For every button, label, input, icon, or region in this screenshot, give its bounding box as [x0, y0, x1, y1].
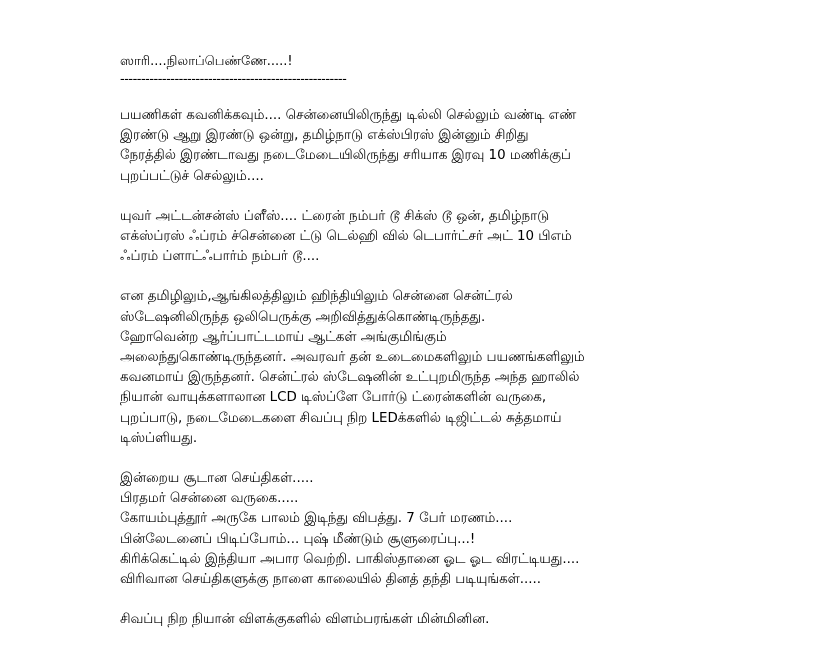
text-line: விரிவான செய்திகளுக்கு நாளை காலையில் தினத் தந்தி படியுங்கள்..... — [120, 572, 542, 588]
text-line: அலைந்துகொண்டிருந்தனர். அவரவர் தன் உடைமைகளிலும் பயணங்களிலும் — [120, 350, 585, 366]
text-line: டிஸ்ப்ளியது. — [120, 430, 198, 446]
text-line: புறப்பட்டுச் செல்லும்.... — [120, 168, 264, 184]
paragraph-announcement-tamil — [120, 106, 810, 187]
text-line: கோயம்புத்தூர் அருகே பாலம் இடிந்து விபத்து. 7 பேர் மரணம்.... — [120, 511, 513, 527]
text-line: புறப்பாடு, நடைமேடைகளை சிவப்பு நிற LEDக்களில் டிஜிட்டல் சுத்தமாய் — [120, 410, 562, 426]
text-line: கிரிக்கெட்டில் இந்தியா அபார வெற்றி. பாகிஸ்தானை ஓட ஓட விரட்டியது.... — [120, 551, 580, 567]
text-line: சிவப்பு நிற நியான் விளக்குகளில் விளம்பரங்கள் மின்மினின. — [120, 612, 490, 628]
text-line: ஹோவென்ற ஆர்ப்பாட்டமாய் ஆட்கள் அங்குமிங்கும் — [120, 329, 447, 345]
text-line: கவனமாய் இருந்தனர். சென்ட்ரல் ஸ்டேஷனின் உட்புறமிருந்த அந்த ஹாலில் — [120, 370, 580, 386]
title-underline-rule: ------------------------------------------------------ — [120, 72, 347, 87]
text-line: பிரதமர் சென்னை வருகை..... — [120, 491, 299, 507]
paragraph-news-headlines — [120, 469, 810, 590]
text-line: பயணிகள் கவனிக்கவும்.... சென்னையிலிருந்து டில்லி செல்லும் வண்டி எண் — [120, 108, 577, 123]
text-line: ஃப்ரம் ப்ளாட்ஃபார்ம் நம்பர் டூ.... — [120, 249, 320, 265]
text-line: யுவர் அட்டன்சன்ஸ் ப்ளீஸ்.... ட்ரைன் நம்பர் டூ சிக்ஸ் டூ ஒன், தமிழ்நாடு — [120, 208, 550, 224]
text-line: எக்ஸ்ப்ரஸ் ஃப்ரம் ச்சென்னை ட்டு டெல்ஹி வில் டெபார்ட்சர் அட் 10 பிஎம் — [120, 229, 572, 245]
text-line: இன்றைய சூடான செய்திகள்..... — [120, 471, 314, 487]
text-line: நியான் வாயுக்களாலான LCD டிஸ்ப்ளே போர்டு ட்ரைன்களின் வருகை, — [120, 390, 547, 406]
paragraph-station-scene — [120, 287, 810, 449]
document-page — [120, 52, 810, 650]
text-line: ஸ்டேஷனிலிருந்த ஒலிபெருக்கு அறிவித்துக்கொண்டிருந்தது. — [120, 309, 486, 325]
paragraph-announcement-english — [120, 207, 810, 268]
paragraph-neon-ads — [120, 610, 810, 630]
text-line: இரண்டு ஆறு இரண்டு ஒன்று, தமிழ்நாடு எக்ஸ்பிரஸ் இன்னும் சிறிது — [120, 128, 529, 144]
text-line: நேரத்தில் இரண்டாவது நடைமேடையிலிருந்து சரியாக இரவு 10 மணிக்குப் — [120, 148, 571, 164]
story-title: ஸாரி....நிலாப்பெண்ணே.....! — [120, 54, 293, 69]
text-line: என தமிழிலும்,ஆங்கிலத்திலும் ஹிந்தியிலும் சென்னை சென்ட்ரல் — [120, 289, 513, 305]
text-line: பின்லேடனைப் பிடிப்போம்... புஷ் மீண்டும் சூளுரைப்பு...! — [120, 531, 476, 547]
